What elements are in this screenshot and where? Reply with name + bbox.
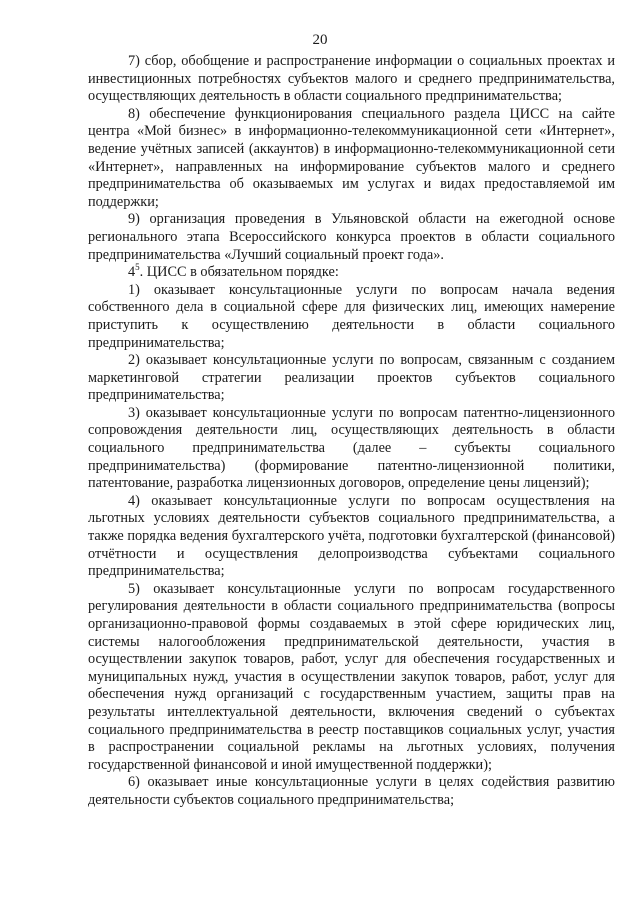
- page-number: 20: [312, 32, 328, 48]
- section-heading-text: . ЦИСС в обязательном порядке:: [139, 264, 339, 281]
- duty-item-2: 2) оказывает консультационные услуги по вопросам, связанным с созданием маркетинговой стратегии реализации проектов субъектов социального предпринимательства;: [88, 352, 615, 404]
- duty-item-4: 4) оказывает консультационные услуги по вопросам осуществления на льготных условиях деятельности субъектов социального предпринимательства, а также порядка ведения бухгалтерского учёта, подготовки бухгалтерской (финансовой) отчётности и осуществления делопроизводства субъектами социального предпринимательства;: [88, 492, 615, 580]
- section-number: 4: [128, 264, 136, 281]
- section-superscript: 5: [135, 262, 140, 273]
- duty-item-6: 6) оказывает иные консультационные услуги в целях содействия развитию деятельности субъектов социального предпринимательства;: [88, 774, 615, 808]
- document-body: [88, 53, 615, 810]
- section-heading: [88, 264, 615, 282]
- list-item-9: 9) организация проведения в Ульяновской области на ежегодной основе регионального этапа Всероссийского конкурса проектов в области социального предпринимательства «Лучший социальный проект года».: [88, 211, 615, 263]
- duty-item-1: 1) оказывает консультационные услуги по вопросам начала ведения собственного дела в социальной сфере для физических лиц, имеющих намерение приступить к осуществлению деятельности в области социального предпринимательства;: [88, 281, 615, 351]
- duty-item-3: 3) оказывает консультационные услуги по вопросам патентно-лицензионного сопровождения деятельности лиц, осуществляющих деятельность в области социального предпринимательства (далее – субъекты социального предпринимательства) (формирование патентно-лицензионной политики, патентование, разработка лицензионных договоров, определение цены лицензий);: [88, 404, 615, 492]
- list-item-8: 8) обеспечение функционирования специального раздела ЦИСС на сайте центра «Мой бизнес» в информационно-телекоммуникационной сети «Интернет», ведение учётных записей (аккаунтов) в информационно-телекоммуникационной сети «Интернет», направленных на информирование субъектов малого и среднего предпринимательства об оказываемых им услугах и видах предоставляемой им поддержки;: [88, 105, 615, 210]
- list-item-7: 7) сбор, обобщение и распространение информации о социальных проектах и инвестиционных потребностях субъектов малого и среднего предпринимательства, осуществляющих деятельность в области социального предпринимательства;: [88, 53, 615, 105]
- duty-item-5: 5) оказывает консультационные услуги по вопросам государственного регулирования деятельности в области социального предпринимательства (вопросы организационно-правовой формы создаваемых в этой сфере юридических лиц, системы налогообложения предпринимательской деятельности, участия в осуществлении закупок товаров, работ, услуг для обеспечения государственных и муниципальных нужд, участия в осуществлении закупок товаров, работ, услуг для обеспечения нужд организаций с государственным участием, защиты прав на результаты интеллектуальной деятельности, включения сведений о субъектах социального предпринимательства в реестр поставщиков социальных услуг, участия в распространении социальной рекламы на льготных условиях, получения государственной финансовой и иной имущественной поддержки);: [88, 580, 615, 773]
